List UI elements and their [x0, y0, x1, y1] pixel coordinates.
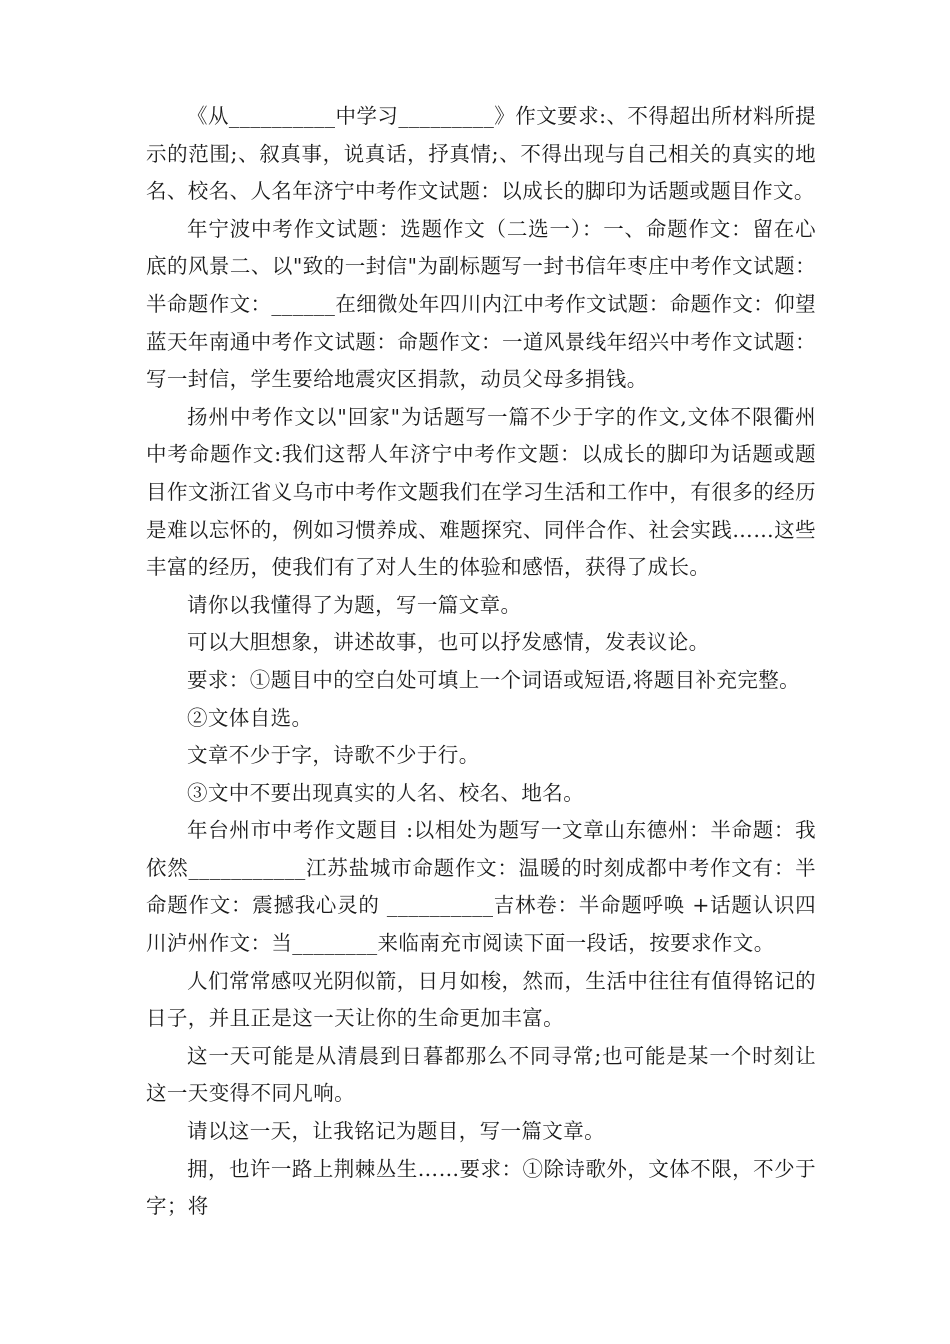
paragraph-1: 《从__________中学习_________》作文要求:、不得超出所材料所提示的范围;、叙真事，说真话，抒真情;、不得出现与自己相关的真实的地名、校名、人名年济宁中考作文试题：以成长的脚印为话题或题目作文。: [146, 104, 816, 204]
paragraph-9: ③文中不要出现真实的人名、校名、地名。: [187, 780, 585, 805]
paragraph-2: 年宁波中考作文试题：选题作文（二选一）：一、命题作文：留在心底的风景二、以"致的一封信"为副标题写一封书信年枣庄中考作文试题：半命题作文：______在细微处年四川内江中考作文试题：命题作文：仰望蓝天年南通中考作文试题：命题作文：一道风景线年绍兴中考作文试题：写一封信，学生要给地震灾区捐款，动员父母多捐钱。: [146, 216, 816, 392]
paragraph-8: 文章不少于字，诗歌不少于行。: [187, 743, 480, 768]
paragraph-11: 人们常常感叹光阴似箭，日月如梭，然而，生活中往往有值得铭记的日子，并且正是这一天让你的生命更加丰富。: [146, 968, 816, 1031]
paragraph-7: ②文体自选。: [187, 705, 313, 730]
paragraph-6: 要求：①题目中的空白处可填上一个词语或短语,将题目补充完整。: [187, 667, 801, 692]
paragraph-3: 扬州中考作文以"回家"为话题写一篇不少于字的作文,文体不限衢州中考命题作文:我们这帮人年济宁中考作文题：以成长的脚印为话题或题目作文浙江省义乌市中考作文题我们在学习生活和工作中，有很多的经历是难以忘怀的，例如习惯养成、难题探究、同伴合作、社会实践……这些丰富的经历，使我们有了对人生的体验和感悟，获得了成长。: [146, 404, 816, 580]
paragraph-5: 可以大胆想象，讲述故事，也可以抒发感情，发表议论。: [187, 630, 710, 655]
paragraph-12: 这一天可能是从清晨到日暮都那么不同寻常;也可能是某一个时刻让这一天变得不同凡响。: [146, 1043, 816, 1106]
paragraph-14: 拥，也许一路上荆棘丛生……要求：①除诗歌外，文体不限，不少于字；将: [146, 1156, 816, 1219]
document-body: [146, 98, 816, 1226]
paragraph-13: 请以这一天，让我铭记为题目，写一篇文章。: [187, 1119, 605, 1144]
paragraph-4: 请你以我懂得了为题，写一篇文章。: [187, 592, 522, 617]
paragraph-10: 年台州市中考作文题目 :以相处为题写一文章山东德州：半命题：我依然___________江苏盐城市命题作文：温暖的时刻成都中考作文有：半命题作文：震撼我心灵的 __________吉林卷：半命题呼唤 +话题认识四川泸州作文：当________来临南充市阅读下面一段话，按要求作文。: [146, 818, 816, 956]
